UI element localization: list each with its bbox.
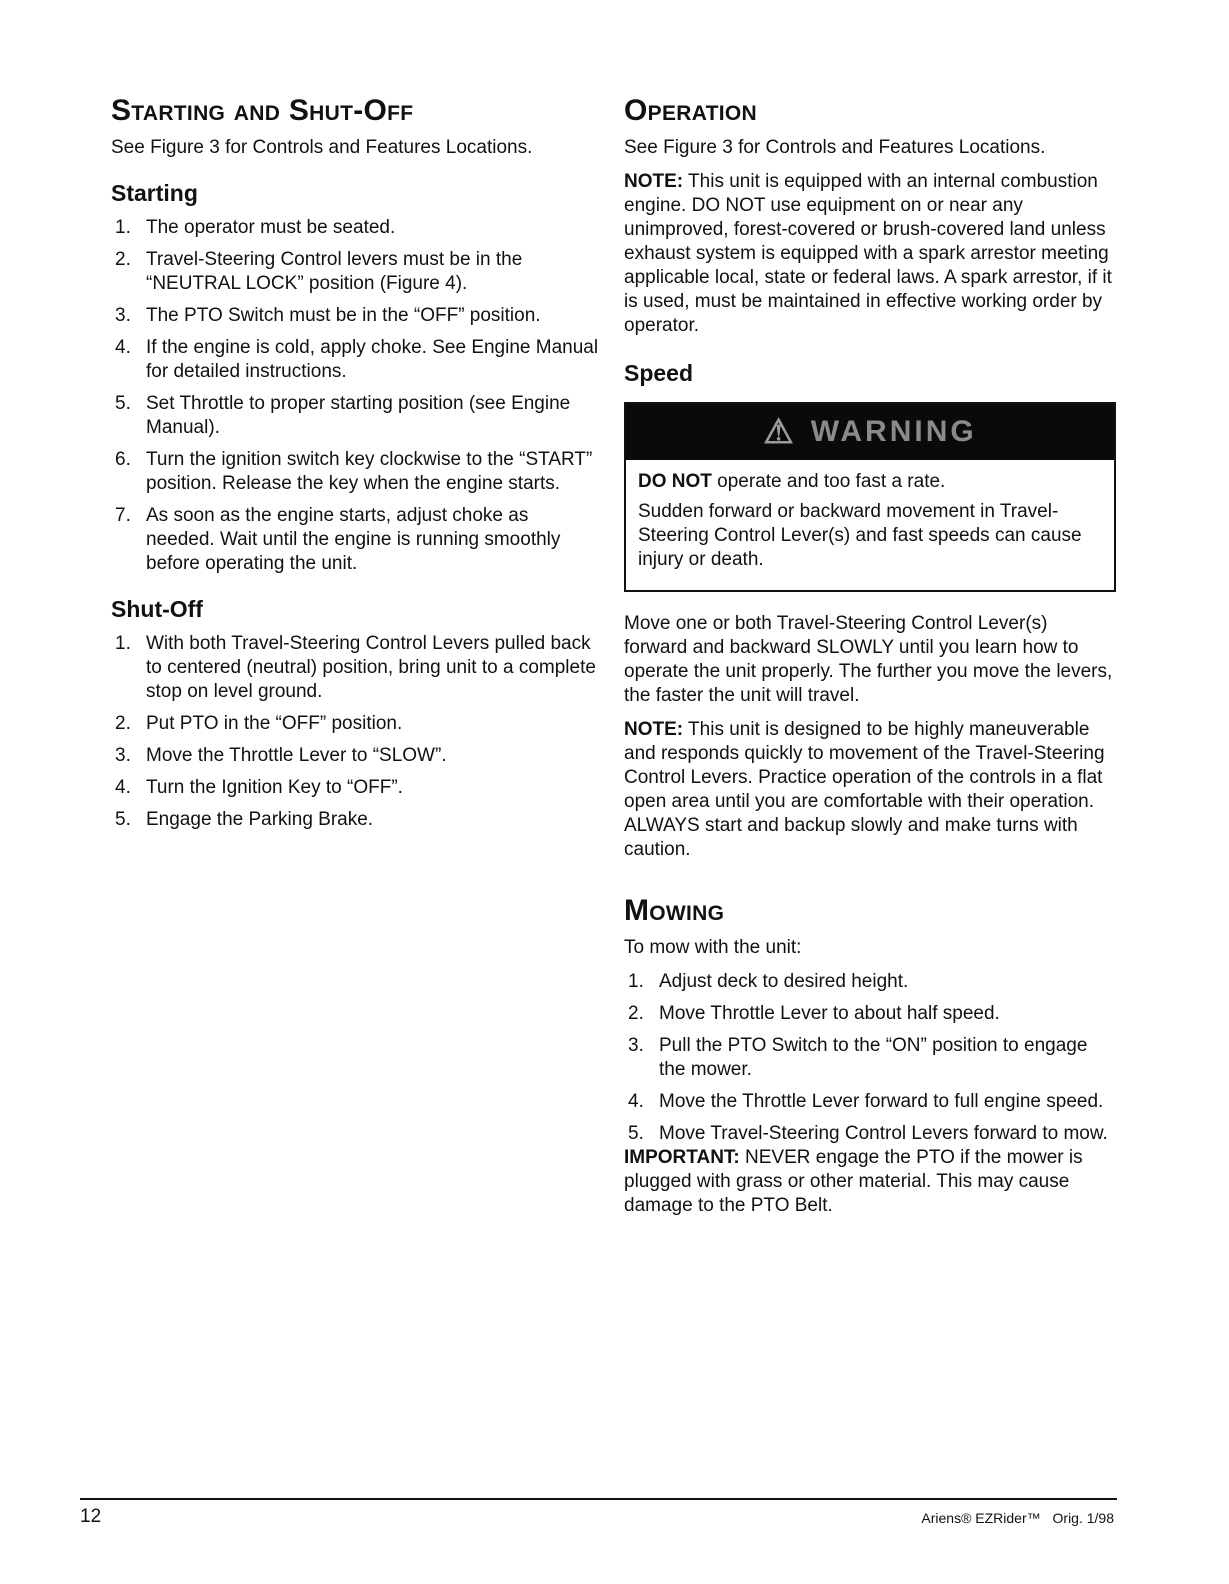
warning-line-1: DO NOT operate and too fast a rate. — [638, 471, 946, 492]
list-item: 1. Adjust deck to desired height. — [628, 971, 909, 992]
list-item: 1. The operator must be seated. — [115, 217, 396, 238]
footer-info — [913, 1510, 1114, 1526]
list-item: 1. With both Travel-Steering Control Levers pulled back to centered (neutral) position, bring unit to a complete stop on level ground. — [115, 633, 596, 702]
list-item: 2. Put PTO in the “OFF” position. — [115, 713, 403, 734]
list-item: 5. Engage the Parking Brake. — [115, 809, 374, 830]
section-title-mowing: Mowing — [624, 894, 725, 927]
subsection-title-speed: Speed — [624, 360, 694, 386]
starting-intro: See Figure 3 for Controls and Features Locations. — [111, 137, 533, 158]
list-item: 7. As soon as the engine starts, adjust choke as needed. Wait until the engine is running smoothly before operating the unit. — [115, 505, 561, 574]
speed-paragraph: Move one or both Travel-Steering Control Lever(s) forward and backward SLOWLY until you learn how to operate the unit properly. The further you move the levers, the faster the unit will travel. — [624, 613, 1113, 706]
warning-line-2: Sudden forward or backward movement in Travel-Steering Control Lever(s) and fast speeds can cause injury or death. — [638, 501, 1082, 570]
footer-brand: Ariens® EZRider™ — [921, 1510, 1041, 1526]
note-label: NOTE: — [624, 171, 684, 192]
list-item: 5. Move Travel-Steering Control Levers forward to mow. — [628, 1123, 1108, 1144]
mowing-steps — [624, 970, 1116, 1146]
list-item: 2. Travel-Steering Control levers must be in the “NEUTRAL LOCK” position (Figure 4). — [115, 249, 523, 294]
important-label: IMPORTANT: — [624, 1147, 740, 1168]
subsection-title-starting: Starting — [111, 180, 198, 206]
list-item: 6. Turn the ignition switch key clockwise to the “START” position. Release the key when the engine starts. — [115, 449, 593, 494]
warning-label: WARNING — [810, 415, 977, 448]
list-item: 2. Move Throttle Lever to about half speed. — [628, 1003, 1000, 1024]
section-title-starting-shutoff: Starting and Shut-Off — [111, 94, 414, 127]
right-column — [624, 92, 1116, 1218]
operation-intro: See Figure 3 for Controls and Features Locations. — [624, 137, 1046, 158]
list-item: 3. The PTO Switch must be in the “OFF” position. — [115, 305, 541, 326]
speed-note: NOTE: This unit is designed to be highly maneuverable and responds quickly to movement of the Travel-Steering Control Levers. Practice operation of the controls in a flat open area until you are comfortable with their operation. ALWAYS start and backup slowly and make turns with caution. — [624, 719, 1105, 860]
warning-body — [626, 460, 1114, 590]
shutoff-steps — [111, 632, 601, 832]
footer-divider — [80, 1498, 1117, 1500]
warning-triangle-icon: ⚠ — [763, 413, 797, 451]
warning-box — [624, 402, 1116, 592]
starting-steps — [111, 216, 601, 576]
section-title-operation: Operation — [624, 94, 757, 127]
warning-header — [626, 404, 1114, 460]
mowing-important: IMPORTANT: NEVER engage the PTO if the mower is plugged with grass or other material. This may cause damage to the PTO Belt. — [624, 1147, 1083, 1216]
mowing-intro: To mow with the unit: — [624, 937, 802, 958]
footer-orig: Orig. 1/98 — [1052, 1510, 1114, 1526]
operation-note: NOTE: This unit is equipped with an internal combustion engine. DO NOT use equipment on or near any unimproved, forest-covered or brush-covered land unless exhaust system is equipped with a spark arrestor meeting applicable local, state or federal laws. A spark arrestor, if it is used, must be maintained in effective working order by operator. — [624, 171, 1112, 336]
subsection-title-shutoff: Shut-Off — [111, 596, 203, 622]
list-item: 3. Pull the PTO Switch to the “ON” position to engage the mower. — [628, 1035, 1088, 1080]
list-item: 4. Move the Throttle Lever forward to full engine speed. — [628, 1091, 1104, 1112]
note-label: NOTE: — [624, 719, 684, 740]
list-item: 3. Move the Throttle Lever to “SLOW”. — [115, 745, 447, 766]
list-item: 5. Set Throttle to proper starting position (see Engine Manual). — [115, 393, 571, 438]
left-column — [111, 92, 601, 840]
list-item: 4. If the engine is cold, apply choke. See Engine Manual for detailed instructions. — [115, 337, 599, 382]
page-number: 12 — [80, 1506, 102, 1527]
list-item: 4. Turn the Ignition Key to “OFF”. — [115, 777, 403, 798]
